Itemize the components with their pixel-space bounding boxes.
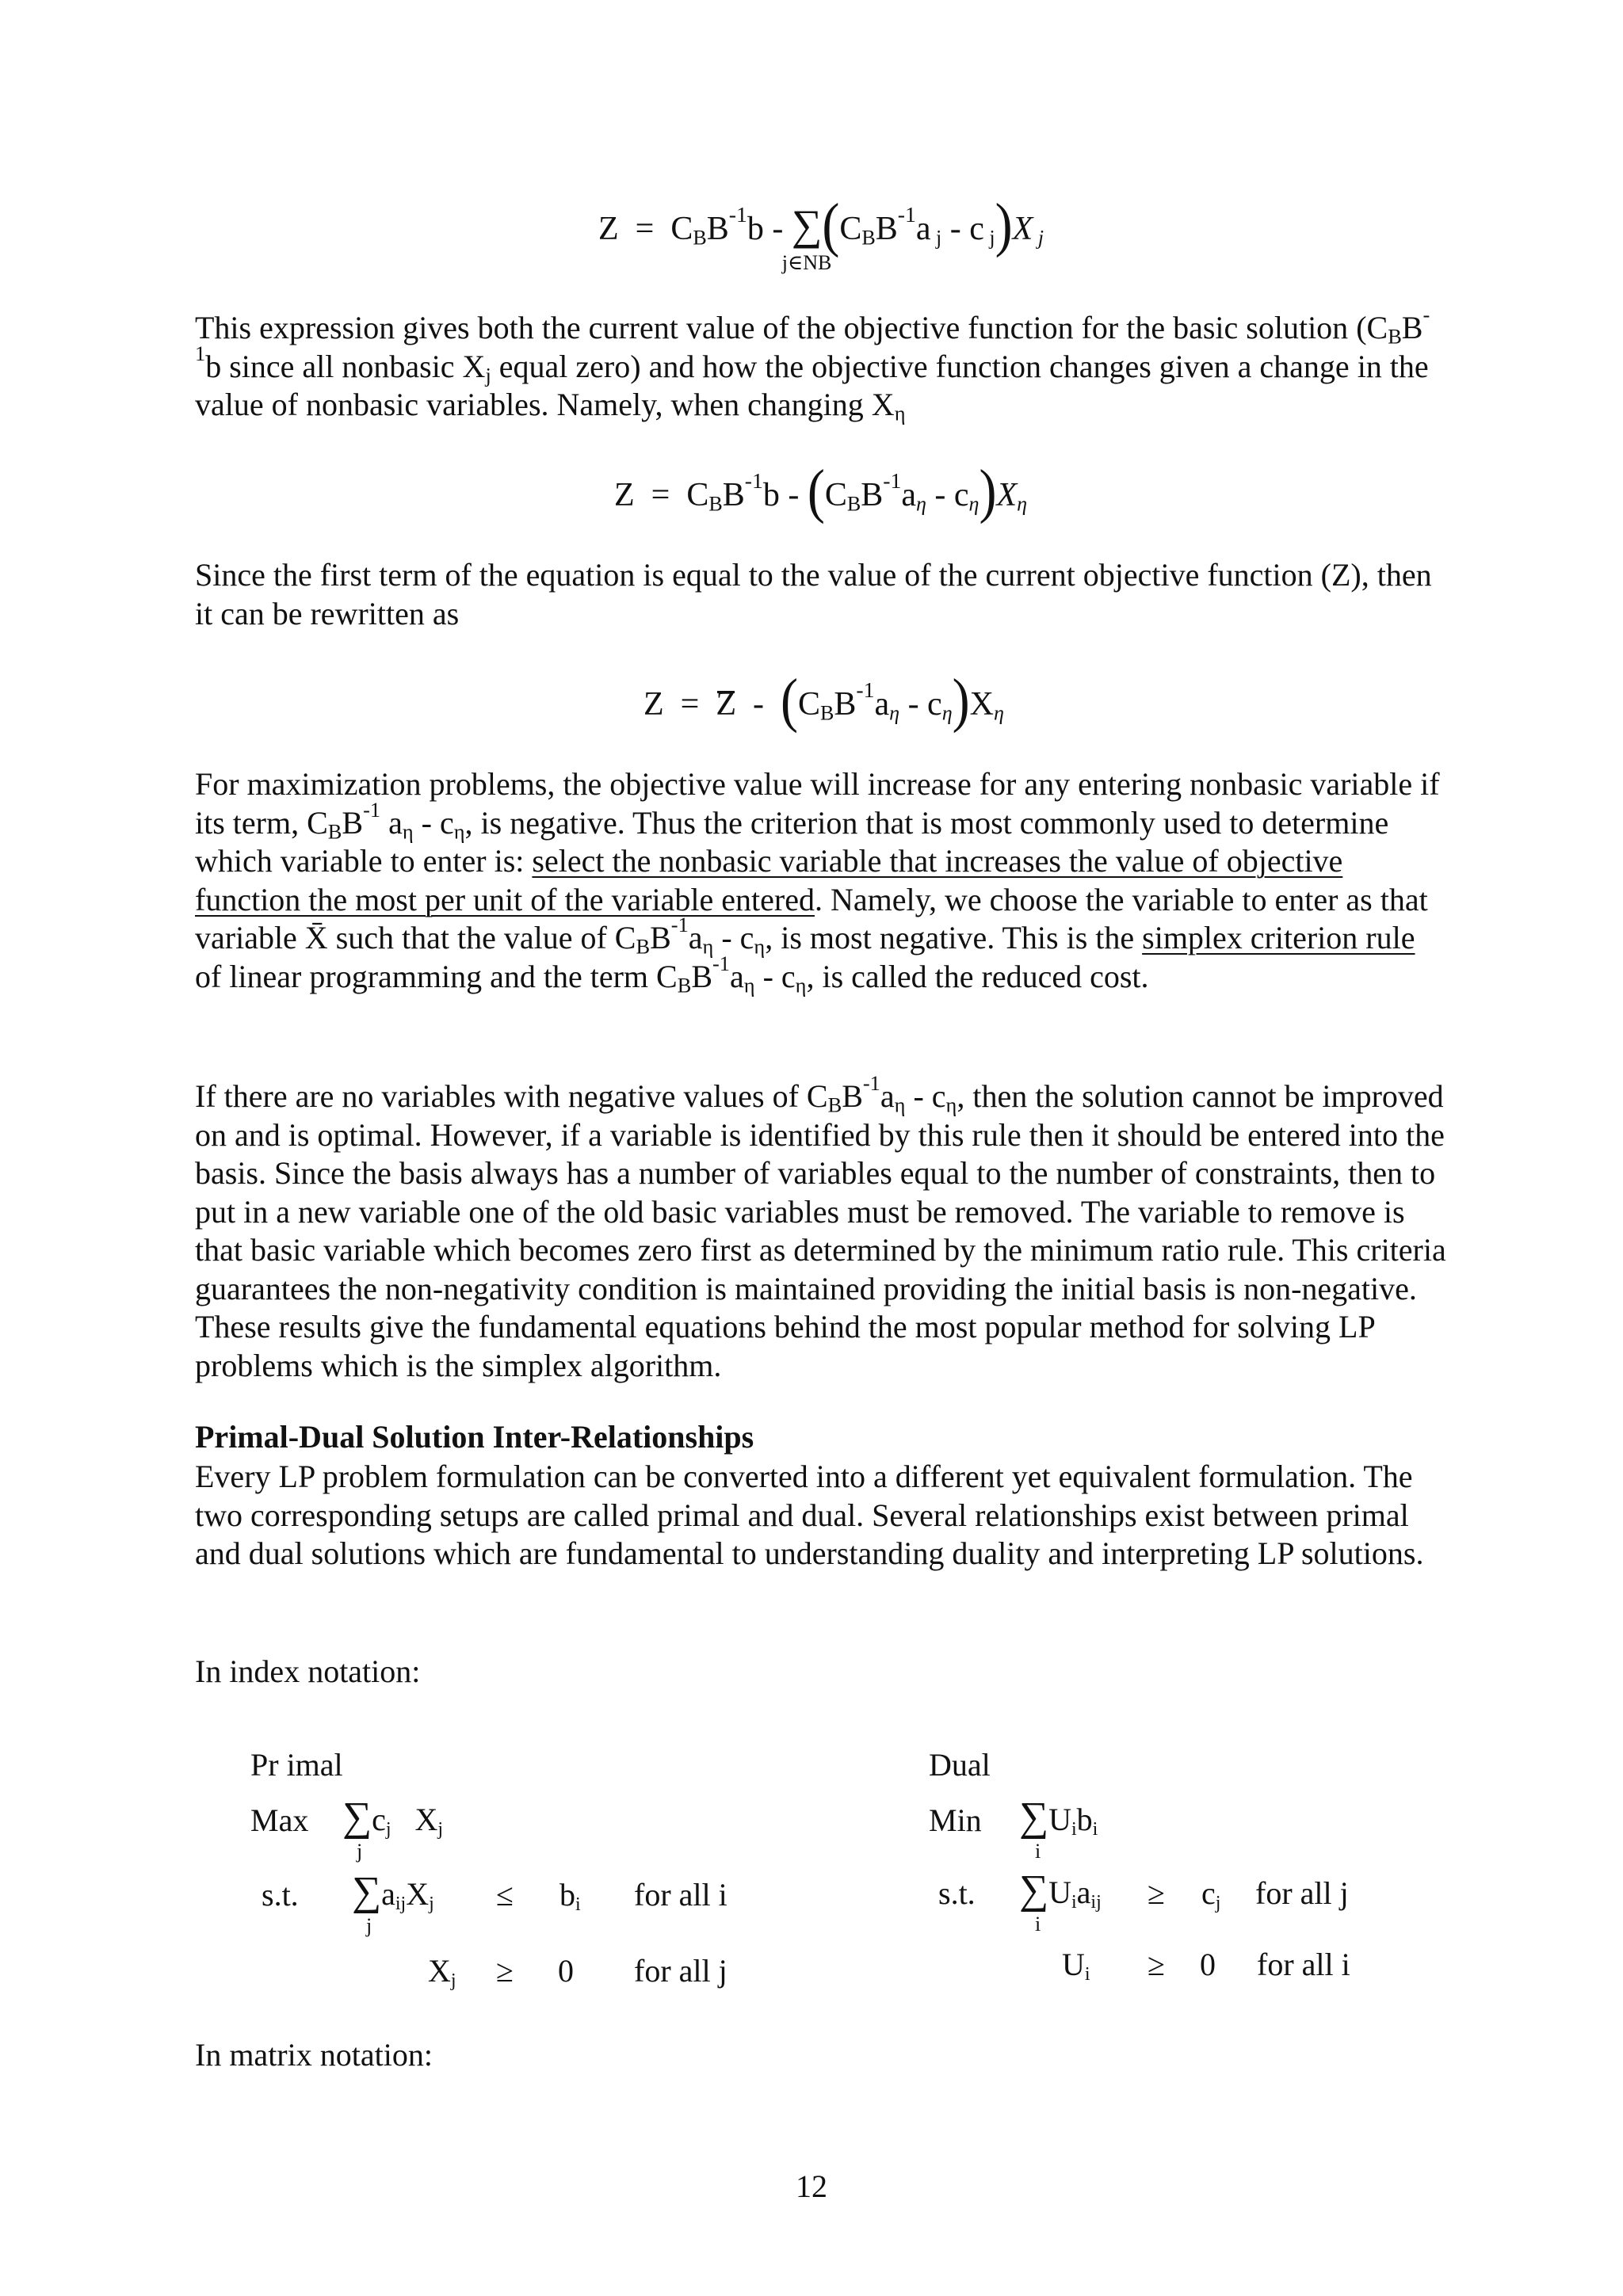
eq1-sum-limit: j∈NB (781, 251, 832, 274)
equation-3: $Z = Z - (C_BB^{-1}a_\eta - c_\eta)X_\eta$ (643, 667, 1004, 734)
primal-max-label: Max (250, 1802, 309, 1838)
paragraph-matrix-notation: In matrix notation: (195, 2037, 433, 2073)
dual-obj-sum-limit: i (1035, 1840, 1041, 1863)
primal-nonneg-var: $X_j$ (428, 1953, 456, 1991)
primal-obj-sum-limit: j (357, 1840, 363, 1863)
dual-for-all-i: for all i (1257, 1947, 1350, 1982)
dual-for-all-j: for all j (1255, 1875, 1349, 1911)
paragraph-primal-dual: Every LP problem formulation can be converted into a different yet equivalent formulation. The two corresponding setups are called primal and dual. Several relationships exist between primal and dual solutions which are fundamental to understanding duality and interpreting LP solutions. (195, 1459, 1424, 1571)
dual-zero: 0 (1200, 1947, 1216, 1982)
primal-zero: 0 (558, 1953, 574, 1989)
primal-constraint-lhs: $\sum a_{ij}X_j$ (352, 1869, 434, 1914)
primal-for-all-j: for all j (634, 1953, 727, 1989)
dual-rhs: $c_j$ (1201, 1875, 1221, 1913)
dual-constraint-lhs: $\sum U_ia_{ij}$ (1019, 1867, 1102, 1913)
paragraph-index-notation: In index notation: (195, 1653, 421, 1689)
primal-con-sum-limit: j (366, 1914, 372, 1937)
z-bar: Z (716, 686, 736, 723)
dual-ge-sign: ≥ (1148, 1875, 1165, 1911)
primal-for-all-i: for all i (634, 1877, 727, 1913)
primal-le-sign: ≤ (496, 1877, 514, 1913)
paragraph-rewrite: Since the first term of the equation is equal to the value of the current objective function (Z), then it can be rewritten as (195, 557, 1432, 631)
paragraph-objective-expression: This expression gives both the current value of the objective function for the basic solution ($C_BB^{-1}b$ since all nonbasic $X_j$ equal zero) and how the objective function changes given a change in the value of nonbasic variables. Namely, when changing $X_\eta$ (195, 302, 1430, 425)
dual-objective: $\sum U_ib_i$ (1019, 1794, 1098, 1840)
criterion-underlined: select the nonbasic variable that increases the value of objective function the most per unit of the variable entered (195, 843, 1343, 917)
equation-1: $Z = C_BB^{-1}b$ - ∑ j∈NB ($C_BB^{-1}a$ $_j$ - c $_j$)X $_j$ (598, 192, 1044, 274)
section-heading: Primal-Dual Solution Inter-Relationships (195, 1419, 754, 1455)
eq1-lhs: Z (598, 211, 619, 247)
dual-con-sum-limit: i (1035, 1913, 1041, 1936)
paragraph-optimality: If there are no variables with negative values of $C_BB^{-1}a_\eta - c_\eta$, then the solution cannot be improved on and is optimal. However, if a variable is identified by this rule then it should be entered into the basis. Since the basis always has a number of variables equal to the number of constraints, then to put in a new variable one of the old basic variables must be removed. The variable to remove is that basic variable which becomes zero first as determined by the minimum ratio rule. This criteria guarantees the non-negativity condition is maintained providing the initial basis is non-negative. These results give the fundamental equations behind the most popular method for solving LP problems which is the simplex algorithm. (195, 1070, 1446, 1383)
dual-title: Dual (929, 1747, 991, 1783)
primal-title: Pr imal (250, 1747, 343, 1783)
primal-rhs: $b_i$ (559, 1877, 581, 1915)
page-number: 12 (796, 2168, 827, 2204)
simplex-criterion-rule: simplex criterion rule (1142, 920, 1415, 955)
primal-st-label: s.t. (262, 1877, 299, 1913)
equation-2: $Z = C_BB^{-1}b - (C_BB^{-1}a_\eta - c_\eta)X_\eta$ (614, 458, 1028, 525)
summation-symbol: ∑ j∈NB (781, 201, 832, 274)
dual-nonneg-var: $U_i$ (1062, 1947, 1090, 1985)
dual-min-label: Min (929, 1802, 982, 1838)
dual-st-label: s.t. (938, 1875, 976, 1911)
paragraph-criterion: For maximization problems, the objective value will increase for any entering nonbasic variable if its term, $C_BB^{-1}$ $a_\eta - c_\eta$, is negative. Thus the criterion that is most commonly used to determine which variable to enter is: select the nonbasic variable that increases the value of objective function the most per unit of the variable entered. Namely, we choose the variable to enter as that variable X̄ such that the value of $C_BB^{-1}a_\eta - c_\eta$, is most negative. This is the simplex criterion rule of linear programming and the term $C_BB^{-1}a_\eta - c_\eta$, is called the reduced cost. (195, 766, 1440, 997)
dual-ge-sign-2: ≥ (1148, 1947, 1165, 1982)
primal-objective: $\sum c_j$ $X_j$ (342, 1794, 444, 1840)
primal-ge-sign: ≥ (496, 1953, 514, 1989)
